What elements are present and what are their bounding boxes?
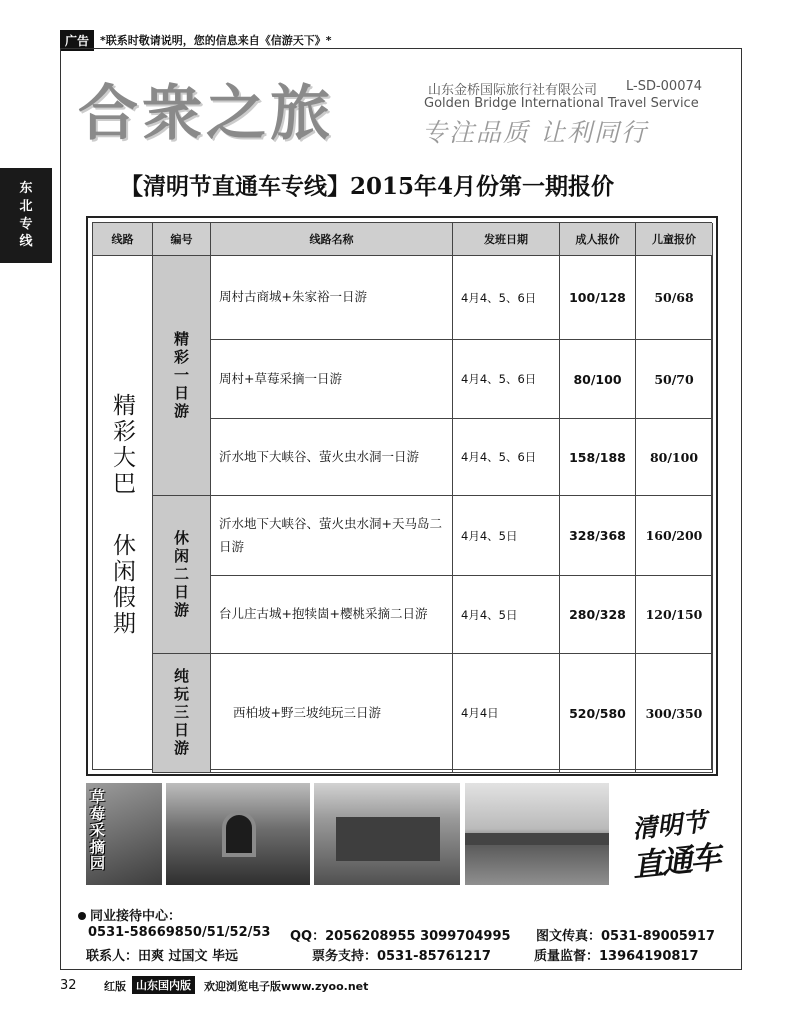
child-price-cell: 300/350 xyxy=(636,654,713,773)
adult-price-cell: 100/128 xyxy=(560,256,636,340)
contact-person: 联系人：田爽 过国文 毕远 xyxy=(86,949,239,964)
date-cell: 4月4、5日 xyxy=(453,576,560,654)
route-name-cell: 台儿庄古城+抱犊崮+樱桃采摘二日游 xyxy=(211,576,453,654)
header-child-price: 儿童报价 xyxy=(636,223,713,256)
price-table-grid xyxy=(92,222,712,770)
date-cell: 4月4、5日 xyxy=(453,496,560,576)
child-price-cell: 160/200 xyxy=(636,496,713,576)
adult-price-cell: 280/328 xyxy=(560,576,636,654)
strawberry-garden-label: 草莓采摘园 xyxy=(90,788,106,872)
route-name-cell: 沂水地下大峡谷、萤火虫水洞+天马岛二日游 xyxy=(211,496,453,576)
route-name-cell: 沂水地下大峡谷、萤火虫水洞一日游 xyxy=(211,419,453,496)
group-label: 纯玩三日游 xyxy=(172,668,190,758)
group-label: 精彩一日游 xyxy=(172,330,190,421)
ad-note: *联系时敬请说明，您的信息来自《信游天下》* xyxy=(100,34,332,47)
agency-name-cn: 山东金桥国际旅行社有限公司 xyxy=(428,83,598,98)
header-code: 编号 xyxy=(153,223,211,256)
ad-tag: 广告 xyxy=(60,30,94,51)
contact-fax: 图文传真：0531-89005917 xyxy=(536,929,715,944)
date-cell: 4月4、5、6日 xyxy=(453,419,560,496)
date-cell: 4月4日 xyxy=(453,654,560,773)
route-type-column xyxy=(93,256,153,773)
group-two-day xyxy=(153,496,211,654)
child-price-cell: 50/70 xyxy=(636,340,713,419)
header-adult-price: 成人报价 xyxy=(560,223,636,256)
side-tab-char: 线 xyxy=(19,234,33,250)
contact-center xyxy=(78,905,181,924)
group-one-day xyxy=(153,256,211,496)
page-number: 32 xyxy=(60,978,77,993)
qingming-mark-line2: 直通车 xyxy=(630,839,722,885)
agency-name-en: Golden Bridge International Travel Service xyxy=(424,96,699,111)
edition-label: 红版 xyxy=(104,980,126,993)
child-price-cell: 120/150 xyxy=(636,576,713,654)
route-label-leisure: 休闲假期 xyxy=(109,532,135,637)
header-name: 线路名称 xyxy=(211,223,453,256)
strawberry-garden-photo xyxy=(86,783,162,885)
side-tab-char: 专 xyxy=(19,216,33,232)
brand-logo: 合衆之旅 xyxy=(78,79,334,149)
section-badge: 山东国内版 xyxy=(132,976,195,994)
adult-price-cell: 158/188 xyxy=(560,419,636,496)
qingming-mark-line1: 清明节 xyxy=(630,807,709,844)
date-cell: 4月4、5、6日 xyxy=(453,340,560,419)
lake-bridge-photo xyxy=(465,783,609,885)
page-title: 【清明节直通车专线】2015年4月份第一期报价 xyxy=(120,173,615,200)
side-tab-char: 北 xyxy=(19,198,33,214)
child-price-cell: 80/100 xyxy=(636,419,713,496)
date-cell: 4月4、5、6日 xyxy=(453,256,560,340)
header-date: 发班日期 xyxy=(453,223,560,256)
contact-center-label: 同业接待中心： xyxy=(90,909,182,924)
contact-quality: 质量监督：13964190817 xyxy=(534,949,699,964)
contact-phone: 0531-58669850/51/52/53 xyxy=(88,925,271,940)
bullet-icon xyxy=(78,912,86,920)
ad-bar xyxy=(60,30,332,50)
cave-dwelling-photo xyxy=(314,783,460,885)
group-label: 休闲二日游 xyxy=(172,529,190,620)
contact-qq: QQ：2056208955 3099704995 xyxy=(290,929,511,944)
side-tab-dongbei[interactable] xyxy=(0,168,52,263)
courtyard-gate-photo xyxy=(166,783,310,885)
brand-slogan: 专注品质 让利同行 xyxy=(422,118,648,147)
route-name-cell: 周村+草莓采摘一日游 xyxy=(211,340,453,419)
price-table xyxy=(86,216,718,776)
contact-ticket: 票务支持：0531-85761217 xyxy=(312,949,491,964)
header-route: 线路 xyxy=(93,223,153,256)
child-price-cell: 50/68 xyxy=(636,256,713,340)
adult-price-cell: 328/368 xyxy=(560,496,636,576)
route-name-cell: 周村古商城+朱家裕一日游 xyxy=(211,256,453,340)
route-label-bus: 精彩大巴 xyxy=(109,392,135,497)
side-tab-char: 东 xyxy=(19,181,33,197)
adult-price-cell: 80/100 xyxy=(560,340,636,419)
license-number: L-SD-00074 xyxy=(626,79,703,94)
group-three-day xyxy=(153,654,211,773)
route-name-cell: 西柏坡+野三坡纯玩三日游 xyxy=(211,654,453,773)
adult-price-cell: 520/580 xyxy=(560,654,636,773)
website-link[interactable]: 欢迎浏览电子版www.zyoo.net xyxy=(204,980,369,993)
